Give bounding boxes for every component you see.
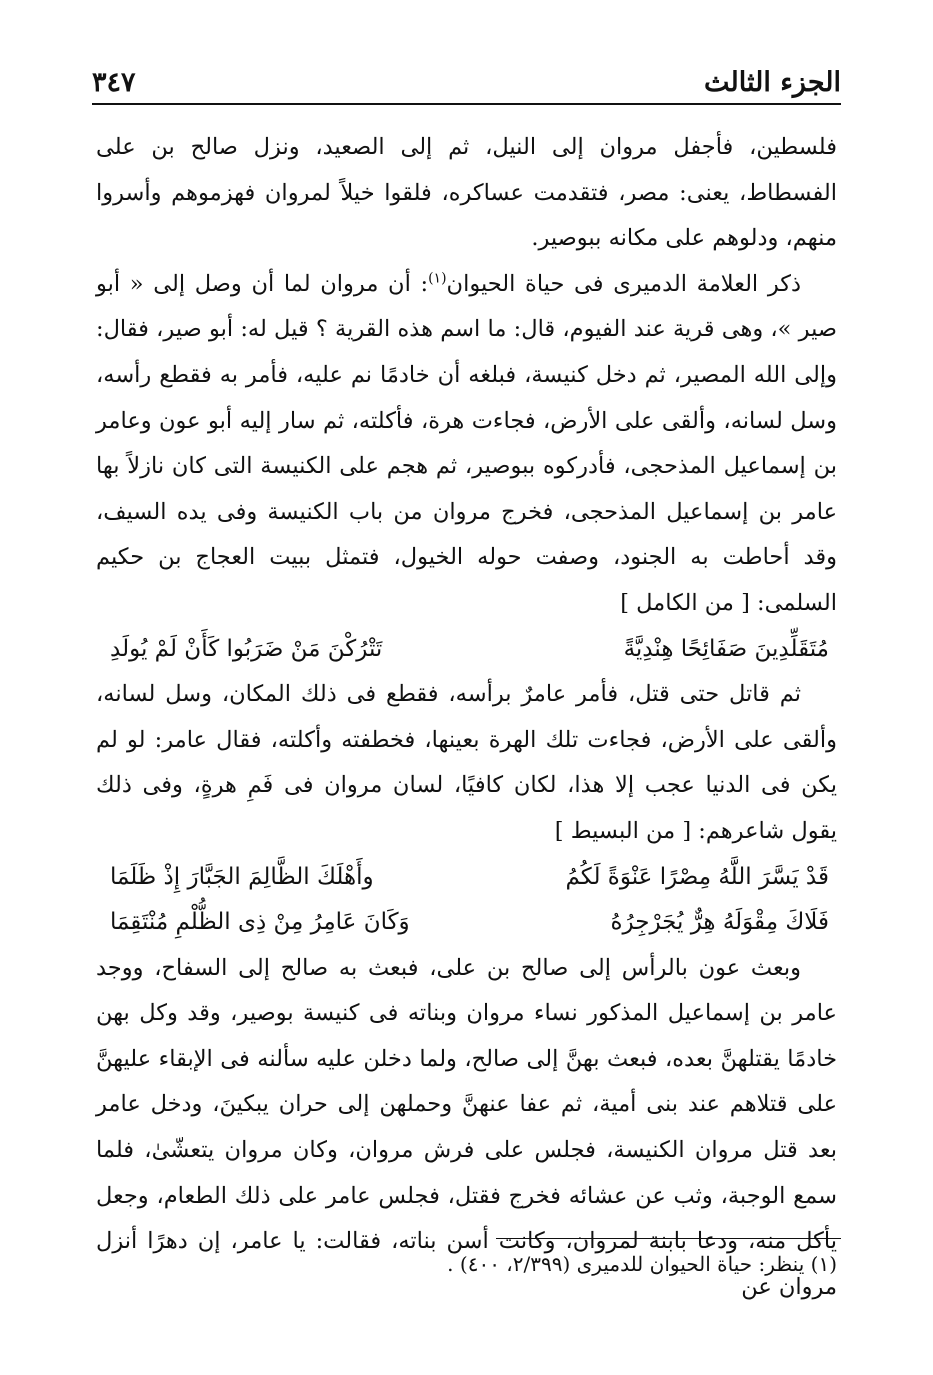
poem-verse xyxy=(96,900,837,946)
page-header xyxy=(92,58,841,98)
paragraph xyxy=(96,262,837,627)
footnote-ref: (١) xyxy=(428,270,447,287)
paragraph-text: : أن مروان لما أن وصل إلى « أبو صير »، وهى قرية عند الفيوم، قال: ما اسم هذه القرية ؟ قيل له: أبو صير، فقال: وإلى الله المصير، ثم دخل كنيسة، فبلغه أن خادمًا نم عليه، فأمر به فقطع رأسه، وسل لسانه، وألقى على الأرض، فجاءت هرة، فأكلته، ثم سار إليه أبو عون وعامر بن إسماعيل المذحجى، فأدركوه ببوصير، ثم هجم على الكنيسة التى كان نازلاً بها عامر بن إسماعيل المذحجى، فخرج مروان من باب الكنيسة وفى يده السيف، وقد أحاطت به الجنود، وصفت حوله الخيول، فتمثل ببيت العجاج بن حكيم السلمى: [ من الكامل ] xyxy=(96,270,837,616)
paragraph-text: ذكر العلامة الدميرى فى حياة الحيوان xyxy=(446,270,801,297)
poem-verse xyxy=(96,855,837,901)
verse-first-hemistich: مُتَقَلِّدِينَ صَفَائِحًا هِنْدِيَّةً xyxy=(623,635,829,662)
paragraph: وبعث عون بالرأس إلى صالح بن على، فبعث به صالح إلى السفاح، ووجد عامر بن إسماعيل المذكور نساء مروان وبناته فى كنيسة بوصير، وقد وكل بهن خادمًا يقتلهنَّ بعده، فبعث بهنَّ إلى صالح، ولما دخلن عليه سألنه فى الإبقاء عليهنَّ على قتلاهم عند بنى أمية، ثم عفا عنهنَّ وحملهن إلى حران يبكينَ، ودخل عامر بعد قتل مروان الكنيسة، فجلس على فرش مروان، وكان مروان يتعشّىٰ، فلما سمع الوجبة، وثب عن عشائه فخرج فقتل، فجلس عامر على ذلك الطعام، وجعل يأكل منه، ودعا بابنة لمروان، وكانت أسن بناته، فقالت: يا عامر، إن دهرًا أنزل مروان عن xyxy=(96,954,837,1300)
verse-first-hemistich: قَدْ يَسَّرَ اللَّهُ مِصْرًا عَنْوَةً لَكُمُ xyxy=(565,863,829,890)
footnote: (١) ينظر: حياة الحيوان للدميرى (٢/٣٩٩، ٤٠٠) . xyxy=(447,1252,837,1276)
verse-first-hemistich: فَلَاكَ مِقْوَلَهُ هِرٌّ يُجَرْجِرُهُ xyxy=(610,909,829,936)
verse-second-hemistich: وَكَانَ عَامِرُ مِنْ ذِى الظُّلْمِ مُنْتَقِمَا xyxy=(110,909,410,936)
header-rule xyxy=(92,103,841,105)
verse-second-hemistich: وأَهْلَكَ الظَّالِمَ الجَبَّارَ إِذْ ظَلَمَا xyxy=(110,863,374,890)
paragraph: فلسطين، فأجفل مروان إلى النيل، ثم إلى الصعيد، ونزل صالح بن على الفسطاط، يعنى: مصر، فتقدمت عساكره، فلقوا خيلاً لمروان فهزموهم وأسروا منهم، ودلوهم على مكانه ببوصير. xyxy=(96,134,837,252)
verse-second-hemistich: تَتْرُكْنَ مَنْ ضَرَبُوا كَأَنْ لَمْ يُولَدِ xyxy=(110,635,383,662)
footnote-rule xyxy=(496,1238,841,1239)
paragraph: ثم قاتل حتى قتل، فأمر عامرٌ برأسه، فقطع فى ذلك المكان، وسل لسانه، وألقى على الأرض، فجاءت تلك الهرة بعينها، فخطفته وأكلته، فقال عامر: لو لم يكن فى الدنيا عجب إلا هذا، لكان كافيًا، لسان مروان فى فَمِ هرةٍ، وفى ذلك يقول شاعرهم: [ من البسيط ] xyxy=(96,681,837,844)
poem-verse xyxy=(96,627,837,673)
running-title: الجزء الثالث xyxy=(704,67,841,98)
main-text xyxy=(96,125,837,1310)
page-number: ٣٤٧ xyxy=(92,67,136,98)
